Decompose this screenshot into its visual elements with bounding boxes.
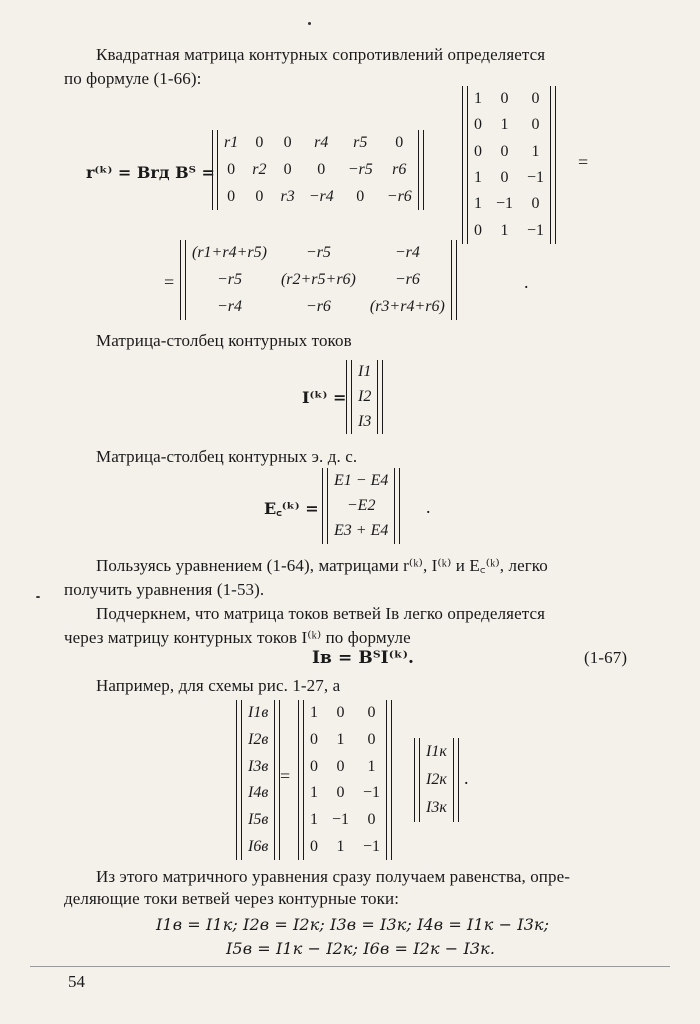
equals-sign: = xyxy=(164,272,175,292)
formula-1-67: Iв = BᵀI⁽ᵏ⁾. xyxy=(312,648,415,668)
matrix-bar xyxy=(453,738,459,822)
matrix-cell: 0 xyxy=(531,90,540,108)
matrix-cell: 0 xyxy=(317,160,326,178)
branch-currents-line: I1в = I1к; I2в = I2к; I3в = I3к; I4в = I1к − I3к; xyxy=(156,915,550,934)
branch-currents-line: I5в = I1к − I2к; I6в = I2к − I3к. xyxy=(226,939,496,958)
formula-lhs-rk: r⁽ᵏ⁾ = Brд Bᵀ = xyxy=(86,163,215,182)
matrix-cell: −r4 xyxy=(308,187,334,205)
matrix-cell: 1 xyxy=(336,837,345,855)
matrix-bar xyxy=(377,360,383,434)
matrix-cell: 1 xyxy=(310,810,318,828)
matrix-cell: −r6 xyxy=(394,270,420,288)
paragraph-line: Например, для схемы рис. 1-27, a xyxy=(96,676,341,695)
matrix-cell: I5в xyxy=(248,810,269,828)
matrix-cell: (r3+r4+r6) xyxy=(369,297,445,315)
matrix-cell: r2 xyxy=(252,160,267,178)
matrix-ik-column xyxy=(414,738,459,822)
matrix-cell: 1 xyxy=(474,195,482,213)
matrix-ek xyxy=(322,468,400,544)
matrix-cell: I6в xyxy=(248,837,269,855)
formula-lhs-ik: I⁽ᵏ⁾ = xyxy=(302,388,347,407)
matrix-rd xyxy=(212,130,424,210)
matrix-cell: 0 xyxy=(255,187,264,205)
matrix-cell: 1 xyxy=(474,90,482,108)
matrix-cell: 0 xyxy=(283,160,292,178)
matrix-cell: −1 xyxy=(363,784,381,802)
matrix-cell: 1 xyxy=(336,730,345,748)
matrix-cell: −1 xyxy=(527,221,545,239)
matrix-cell: 0 xyxy=(474,116,482,134)
matrix-grid xyxy=(186,240,451,320)
matrix-cell: 0 xyxy=(310,757,318,775)
matrix-cell: 0 xyxy=(474,142,482,160)
matrix-rk xyxy=(180,240,457,320)
matrix-cell: −r5 xyxy=(216,270,242,288)
matrix-cell: r5 xyxy=(353,134,368,152)
matrix-cell: 0 xyxy=(367,810,376,828)
matrix-cell: 0 xyxy=(336,784,345,802)
matrix-cell: 0 xyxy=(356,187,365,205)
matrix-cell: 0 xyxy=(310,837,318,855)
print-speck xyxy=(36,596,40,598)
matrix-cell: 0 xyxy=(395,134,404,152)
matrix-grid xyxy=(218,130,418,210)
matrix-grid xyxy=(304,700,386,860)
paragraph-line: Подчеркнем, что матрица токов ветвей Iв легко определяется xyxy=(96,604,546,623)
matrix-cell: 1 xyxy=(500,116,509,134)
matrix-cell: 0 xyxy=(336,704,345,722)
paragraph-line: через матрицу контурных токов I⁽ᵏ⁾ по формуле xyxy=(64,628,411,647)
matrix-cell: r4 xyxy=(314,134,329,152)
matrix-cell: −r4 xyxy=(216,297,242,315)
matrix-cell: 0 xyxy=(283,134,292,152)
matrix-bt xyxy=(462,86,556,244)
matrix-grid xyxy=(328,468,394,544)
matrix-cell: −1 xyxy=(332,810,350,828)
matrix-bar xyxy=(386,700,392,860)
matrix-cell: −r6 xyxy=(386,187,412,205)
matrix-cell: I1в xyxy=(248,704,269,722)
paragraph-line: Квадратная матрица контурных сопротивлений определяется xyxy=(96,45,546,64)
matrix-cell: I2в xyxy=(248,730,269,748)
period: . xyxy=(524,272,529,292)
matrix-cell: I2к xyxy=(426,771,447,788)
matrix-cell: −r5 xyxy=(305,244,331,262)
matrix-cell: 1 xyxy=(531,142,540,160)
matrix-cell: 1 xyxy=(367,757,376,775)
footer-rule xyxy=(30,966,670,967)
matrix-cell: E1 − E4 xyxy=(334,471,389,489)
matrix-cell: r6 xyxy=(392,160,407,178)
matrix-cell: 1 xyxy=(474,169,482,187)
matrix-cell: −1 xyxy=(527,169,545,187)
matrix-grid xyxy=(352,360,377,434)
matrix-cell: I2 xyxy=(358,387,372,405)
matrix-bar xyxy=(451,240,457,320)
matrix-cell: I3к xyxy=(426,799,447,816)
equals-sign: = xyxy=(578,152,589,172)
paragraph-line: Матрица-столбец контурных токов xyxy=(96,331,352,350)
matrix-cell: −r4 xyxy=(394,244,420,262)
matrix-cell: 0 xyxy=(531,116,540,134)
matrix-ik xyxy=(346,360,383,434)
matrix-cell: 0 xyxy=(500,169,509,187)
matrix-cell: 1 xyxy=(310,784,318,802)
matrix-ib xyxy=(236,700,280,860)
matrix-cell: 0 xyxy=(310,730,318,748)
matrix-cell: r3 xyxy=(280,187,295,205)
matrix-grid xyxy=(242,700,274,860)
matrix-cell: I3 xyxy=(358,412,372,430)
matrix-cell: −r5 xyxy=(347,160,373,178)
formula-lhs-ek: E꜀⁽ᵏ⁾ = xyxy=(264,499,319,518)
equals-sign: = xyxy=(280,766,291,786)
matrix-cell: 1 xyxy=(500,221,509,239)
period: . xyxy=(426,497,431,517)
matrix-cell: r1 xyxy=(224,134,239,152)
matrix-cell: I4в xyxy=(248,784,269,802)
paragraph-line: получить уравнения (1-53). xyxy=(64,580,265,599)
matrix-cell: 0 xyxy=(500,142,509,160)
matrix-bar xyxy=(550,86,556,244)
matrix-cell: 0 xyxy=(227,160,236,178)
matrix-cell: I1к xyxy=(426,743,447,760)
matrix-cell: 1 xyxy=(310,704,318,722)
matrix-cell: 0 xyxy=(367,730,376,748)
matrix-cell: −1 xyxy=(496,195,514,213)
paragraph-line: Из этого матричного уравнения сразу получаем равенства, опре- xyxy=(96,867,570,886)
paragraph-line: Пользуясь уравнением (1-64), матрицами r⁽ᵏ⁾, I⁽ᵏ⁾ и E꜀⁽ᵏ⁾, легко xyxy=(96,556,548,575)
matrix-cell: 0 xyxy=(255,134,264,152)
matrix-cell: 0 xyxy=(367,704,376,722)
matrix-cell: 0 xyxy=(500,90,509,108)
matrix-cell: −r6 xyxy=(305,297,331,315)
equation-number: (1-67) xyxy=(584,648,628,667)
matrix-cell: 0 xyxy=(336,757,345,775)
matrix-cell: (r1+r4+r5) xyxy=(192,244,267,262)
matrix-b xyxy=(298,700,392,860)
paragraph-line: деляющие токи ветвей через контурные токи: xyxy=(64,889,400,908)
paragraph-line: Матрица-столбец контурных э. д. с. xyxy=(96,447,358,466)
period: . xyxy=(464,768,469,788)
print-speck xyxy=(308,22,311,25)
matrix-cell: 0 xyxy=(474,221,482,239)
matrix-cell: I1 xyxy=(358,363,372,381)
matrix-cell: −1 xyxy=(363,837,381,855)
matrix-cell: E3 + E4 xyxy=(334,522,389,540)
matrix-grid xyxy=(420,738,453,822)
paragraph-line: по формуле (1-66): xyxy=(64,69,202,88)
matrix-cell: 0 xyxy=(227,187,236,205)
matrix-bar xyxy=(418,130,424,210)
matrix-grid xyxy=(468,86,550,244)
matrix-bar xyxy=(394,468,400,544)
matrix-cell: (r2+r5+r6) xyxy=(280,270,356,288)
matrix-cell: I3в xyxy=(248,757,269,775)
matrix-cell: −E2 xyxy=(346,496,376,514)
matrix-cell: 0 xyxy=(531,195,540,213)
page-number: 54 xyxy=(68,972,85,991)
